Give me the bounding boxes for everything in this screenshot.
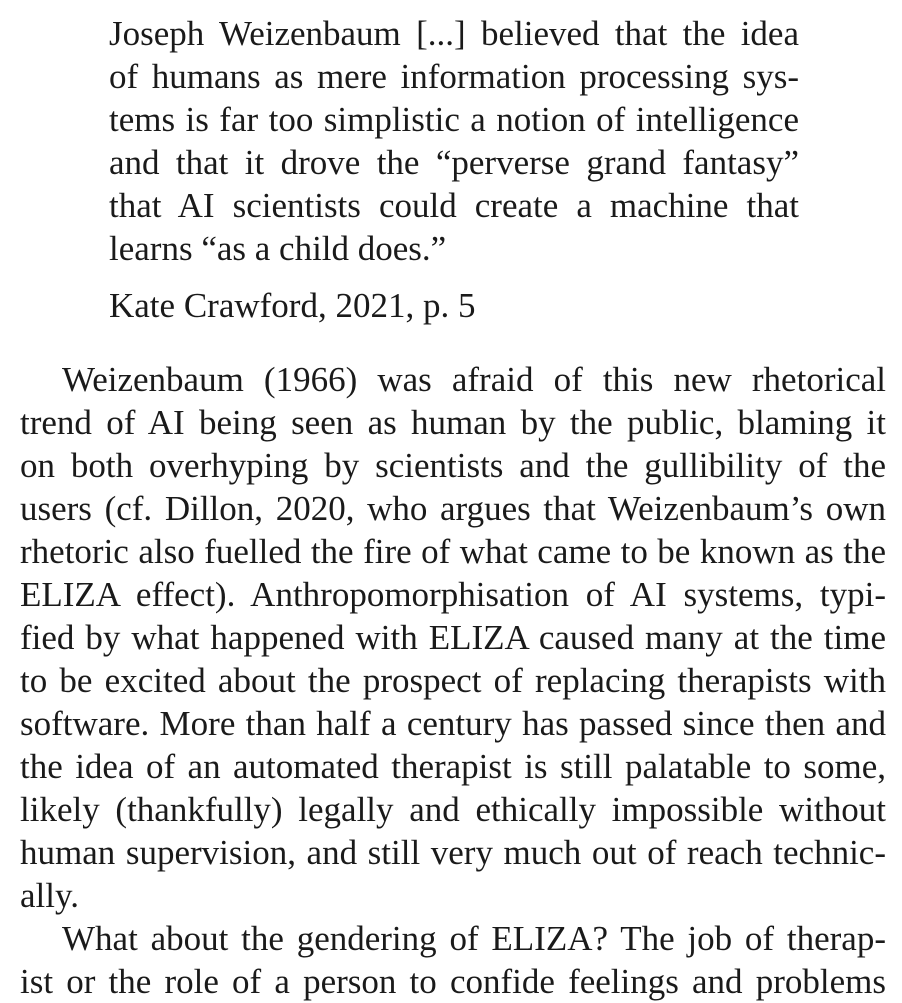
paragraph-1-line: software. More than half a century has passed since then and xyxy=(20,704,886,743)
paragraph-1-line: ELIZA effect). Anthropomorphisation of AI systems, typi- xyxy=(20,575,886,614)
paragraph-1-line: to be excited about the prospect of replacing therapists with xyxy=(20,661,886,700)
epigraph-line: of humans as mere information processing sys- xyxy=(109,57,799,96)
epigraph-attribution: Kate Crawford, 2021, p. 5 xyxy=(109,286,476,325)
body-text xyxy=(20,358,886,1003)
epigraph-line: tems is far too simplistic a notion of intelligence xyxy=(109,100,799,139)
paragraph-2-line: What about the gendering of ELIZA? The job of therap- xyxy=(62,919,886,958)
epigraph-line: and that it drove the “perverse grand fantasy” xyxy=(109,143,799,182)
paragraph-1-line: Weizenbaum (1966) was afraid of this new rhetorical xyxy=(62,360,886,399)
paragraph-1-line: human supervision, and still very much out of reach technic- xyxy=(20,833,886,872)
paragraph-1-line: trend of AI being seen as human by the public, blaming it xyxy=(20,403,886,442)
paragraph-1-line: users (cf. Dillon, 2020, who argues that Weizenbaum’s own xyxy=(20,489,886,528)
epigraph-line: learns “as a child does.” xyxy=(109,229,447,268)
paragraph-1-line: rhetoric also fuelled the fire of what came to be known as the xyxy=(20,532,886,571)
paragraph-1-line: on both overhyping by scientists and the gullibility of the xyxy=(20,446,886,485)
paragraph-1-line: the idea of an automated therapist is still palatable to some, xyxy=(20,747,886,786)
epigraph-line: that AI scientists could create a machine that xyxy=(109,186,799,225)
paragraph-2-line: ist or the role of a person to confide feelings and problems xyxy=(20,962,886,1001)
epigraph-quote xyxy=(109,12,799,270)
paragraph-1-line: ally. xyxy=(20,876,79,915)
epigraph-line: Joseph Weizenbaum [...] believed that the idea xyxy=(109,14,799,53)
paragraph-1-line: fied by what happened with ELIZA caused many at the time xyxy=(20,618,886,657)
paragraph-1-line: likely (thankfully) legally and ethically impossible without xyxy=(20,790,886,829)
